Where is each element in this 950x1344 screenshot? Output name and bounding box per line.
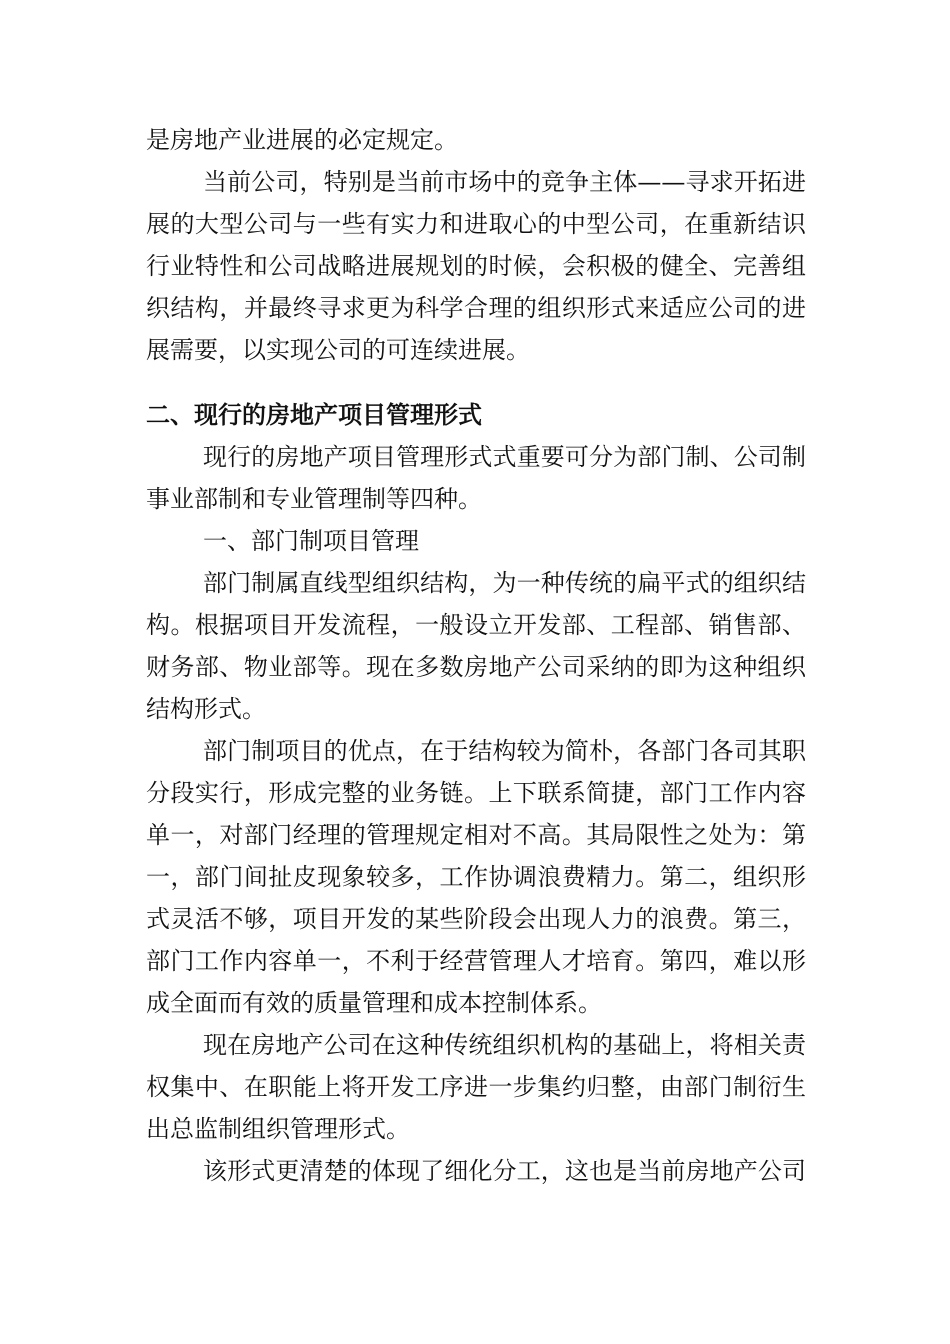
paragraph-line: 部门制属直线型组织结构，为一种传统的扁平式的组织结 [203,569,806,597]
paragraph-line: 织结构，并最终寻求更为科学合理的组织形式来适应公司的进 [146,294,806,322]
paragraph-line: 一，部门间扯皮现象较多，工作协调浪费精力。第二，组织形 [146,863,806,891]
paragraph-line: 当前公司，特别是当前市场中的竞争主体——寻求开拓进 [203,168,806,196]
paragraph-line: 现在房地产公司在这种传统组织机构的基础上，将相关责 [203,1031,806,1059]
paragraph-line: 分段实行，形成完整的业务链。上下联系简捷，部门工作内容 [146,779,806,807]
paragraph-line: 展的大型公司与一些有实力和进取心的中型公司，在重新结识 [146,210,806,238]
paragraph-line: 单一，对部门经理的管理规定相对不高。其局限性之处为：第 [146,821,806,849]
subsection-heading: 一、部门制项目管理 [203,527,419,555]
paragraph-line: 结构形式。 [146,695,266,723]
paragraph-line: 构。根据项目开发流程，一般设立开发部、工程部、销售部、 [146,611,806,639]
paragraph-line: 成全面而有效的质量管理和成本控制体系。 [146,989,602,1017]
paragraph-line: 部门制项目的优点，在于结构较为简朴，各部门各司其职 [203,737,806,765]
paragraph-line: 行业特性和公司战略进展规划的时候，会积极的健全、完善组 [146,252,806,280]
paragraph-line: 事业部制和专业管理制等四种。 [146,485,482,513]
paragraph-line: 出总监制组织管理形式。 [146,1115,410,1143]
section-heading: 二、现行的房地产项目管理形式 [146,401,482,429]
paragraph-line: 展需要，以实现公司的可连续进展。 [146,336,530,364]
paragraph-line: 权集中、在职能上将开发工序进一步集约归整，由部门制衍生 [146,1073,806,1101]
paragraph-line: 该形式更清楚的体现了细化分工，这也是当前房地产公司 [203,1157,806,1185]
paragraph-line: 现行的房地产项目管理形式式重要可分为部门制、公司制 [203,443,806,471]
paragraph-line: 部门工作内容单一，不利于经营管理人才培育。第四，难以形 [146,947,806,975]
paragraph-line: 财务部、物业部等。现在多数房地产公司采纳的即为这种组织 [146,653,806,681]
paragraph-line: 式灵活不够，项目开发的某些阶段会出现人力的浪费。第三， [146,905,806,933]
paragraph-line: 是房地产业进展的必定规定。 [146,126,458,154]
